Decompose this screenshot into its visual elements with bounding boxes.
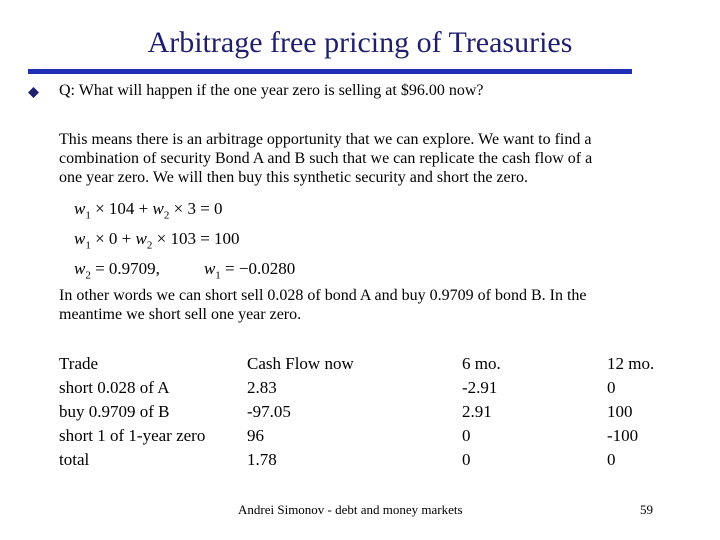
table-cell: 0 xyxy=(607,378,616,397)
equation-term: = 0.9709, xyxy=(90,259,160,278)
table-cell: short 0.028 of A xyxy=(59,378,170,397)
table-cell: total xyxy=(59,450,90,469)
explanation-line: This means there is an arbitrage opportunity that we can explore. We want to find a xyxy=(59,131,592,148)
table-cell: 1.78 xyxy=(247,450,277,469)
weight-subscript: 1 xyxy=(215,269,221,282)
column-header: Trade xyxy=(59,354,99,373)
table-cell: 0 xyxy=(607,450,616,469)
conclusion-line: In other words we can short sell 0.028 of bond A and buy 0.9709 of bond B. In the xyxy=(59,287,587,304)
six-month-column xyxy=(462,352,501,472)
table-cell: 100 xyxy=(607,402,633,421)
weight-subscript: 2 xyxy=(163,209,170,222)
title-divider xyxy=(28,69,632,74)
equation-term: × 3 = 0 xyxy=(169,199,223,218)
weight-symbol: w xyxy=(135,229,147,248)
explanation-paragraph xyxy=(59,130,679,187)
weight-symbol: w xyxy=(152,199,164,218)
equation-2 xyxy=(74,229,240,251)
weight-symbol: w xyxy=(74,199,86,218)
weight-subscript: 1 xyxy=(85,239,91,252)
equation-solution xyxy=(74,259,295,281)
cash-flow-now-column xyxy=(247,352,354,472)
equation-term: × 103 = 100 xyxy=(152,229,240,248)
table-cell: 0 xyxy=(462,426,471,445)
page-number: 59 xyxy=(640,502,653,517)
question-text: Q: What will happen if the one year zero is selling at $96.00 now? xyxy=(59,82,484,99)
explanation-line: one year zero. We will then buy this synthetic security and short the zero. xyxy=(59,169,528,186)
table-cell: 96 xyxy=(247,426,264,445)
twelve-month-column xyxy=(607,352,654,472)
column-header: 6 mo. xyxy=(462,354,501,373)
equation-term: × 104 + xyxy=(90,199,153,218)
weight-subscript: 2 xyxy=(85,269,91,282)
weight-symbol: w xyxy=(203,259,216,278)
table-cell: -2.91 xyxy=(462,378,498,397)
table-cell: short 1 of 1-year zero xyxy=(59,426,206,445)
table-cell: -97.05 xyxy=(247,402,291,421)
weight-symbol: w xyxy=(74,229,86,248)
weight-subscript: 2 xyxy=(146,239,153,252)
column-header: Cash Flow now xyxy=(247,354,354,373)
weight-symbol: w xyxy=(74,259,86,278)
equation-1 xyxy=(74,199,223,221)
table-cell: buy 0.9709 of B xyxy=(59,402,170,421)
slide-footer: Andrei Simonov - debt and money markets xyxy=(238,502,463,517)
table-cell: 2.91 xyxy=(462,402,492,421)
trade-column xyxy=(59,352,205,472)
table-cell: 0 xyxy=(462,450,471,469)
equation-term: × 0 + xyxy=(90,229,136,248)
conclusion-paragraph xyxy=(59,286,679,324)
weight-subscript: 1 xyxy=(85,209,91,222)
conclusion-line: meantime we short sell one year zero. xyxy=(59,306,302,323)
diamond-bullet-icon xyxy=(28,87,39,98)
explanation-line: combination of security Bond A and B such that we can replicate the cash flow of a xyxy=(59,150,593,167)
column-header: 12 mo. xyxy=(607,354,655,373)
table-cell: 2.83 xyxy=(247,378,277,397)
equation-term: = −0.0280 xyxy=(220,259,296,278)
table-cell: -100 xyxy=(607,426,639,445)
slide-title: Arbitrage free pricing of Treasuries xyxy=(147,26,573,59)
